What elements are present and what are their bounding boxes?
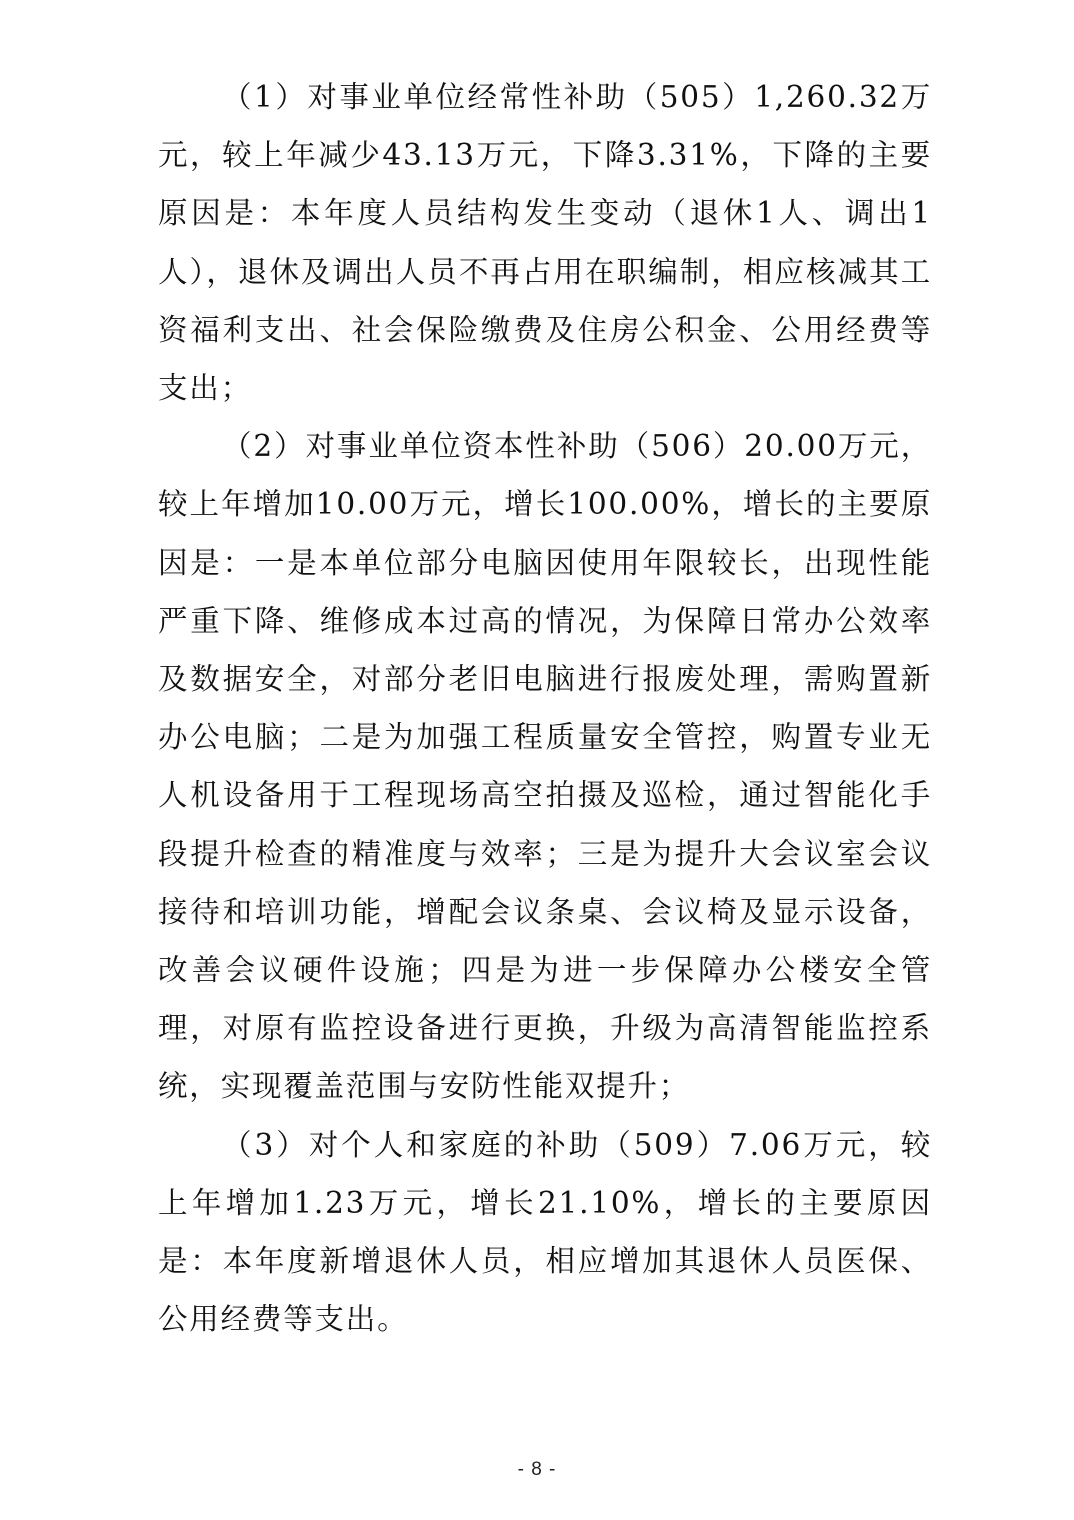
page-number: - 8 - — [517, 1459, 557, 1480]
document-body — [158, 68, 932, 1348]
paragraph-509-personal-family-subsidy: （3）对个人和家庭的补助（509）7.06万元，较上年增加1.23万元，增长21.10%，增长的主要原因是：本年度新增退休人员，相应增加其退休人员医保、公用经费等支出。 — [158, 1127, 932, 1337]
paragraph-505-regular-subsidy: （1）对事业单位经常性补助（505）1,260.32万元，较上年减少43.13万元，下降3.31%，下降的主要原因是：本年度人员结构发生变动（退休1人、调出1人），退休及调出人员不再占用在职编制，相应核减其工资福利支出、社会保险缴费及住房公积金、公用经费等支出； — [158, 80, 932, 406]
paragraph-506-capital-subsidy: （2）对事业单位资本性补助（506）20.00万元，较上年增加10.00万元，增长100.00%，增长的主要原因是：一是本单位部分电脑因使用年限较长，出现性能严重下降、维修成本过高的情况，为保障日常办公效率及数据安全，对部分老旧电脑进行报废处理，需购置新办公电脑；二是为加强工程质量安全管控，购置专业无人机设备用于工程现场高空拍摄及巡检，通过智能化手段提升检查的精准度与效率；三是为提升大会议室会议接待和培训功能，增配会议条桌、会议椅及显示设备，改善会议硬件设施；四是为进一步保障办公楼安全管理，对原有监控设备进行更换，升级为高清智能监控系统，实现覆盖范围与安防性能双提升； — [158, 429, 932, 1104]
